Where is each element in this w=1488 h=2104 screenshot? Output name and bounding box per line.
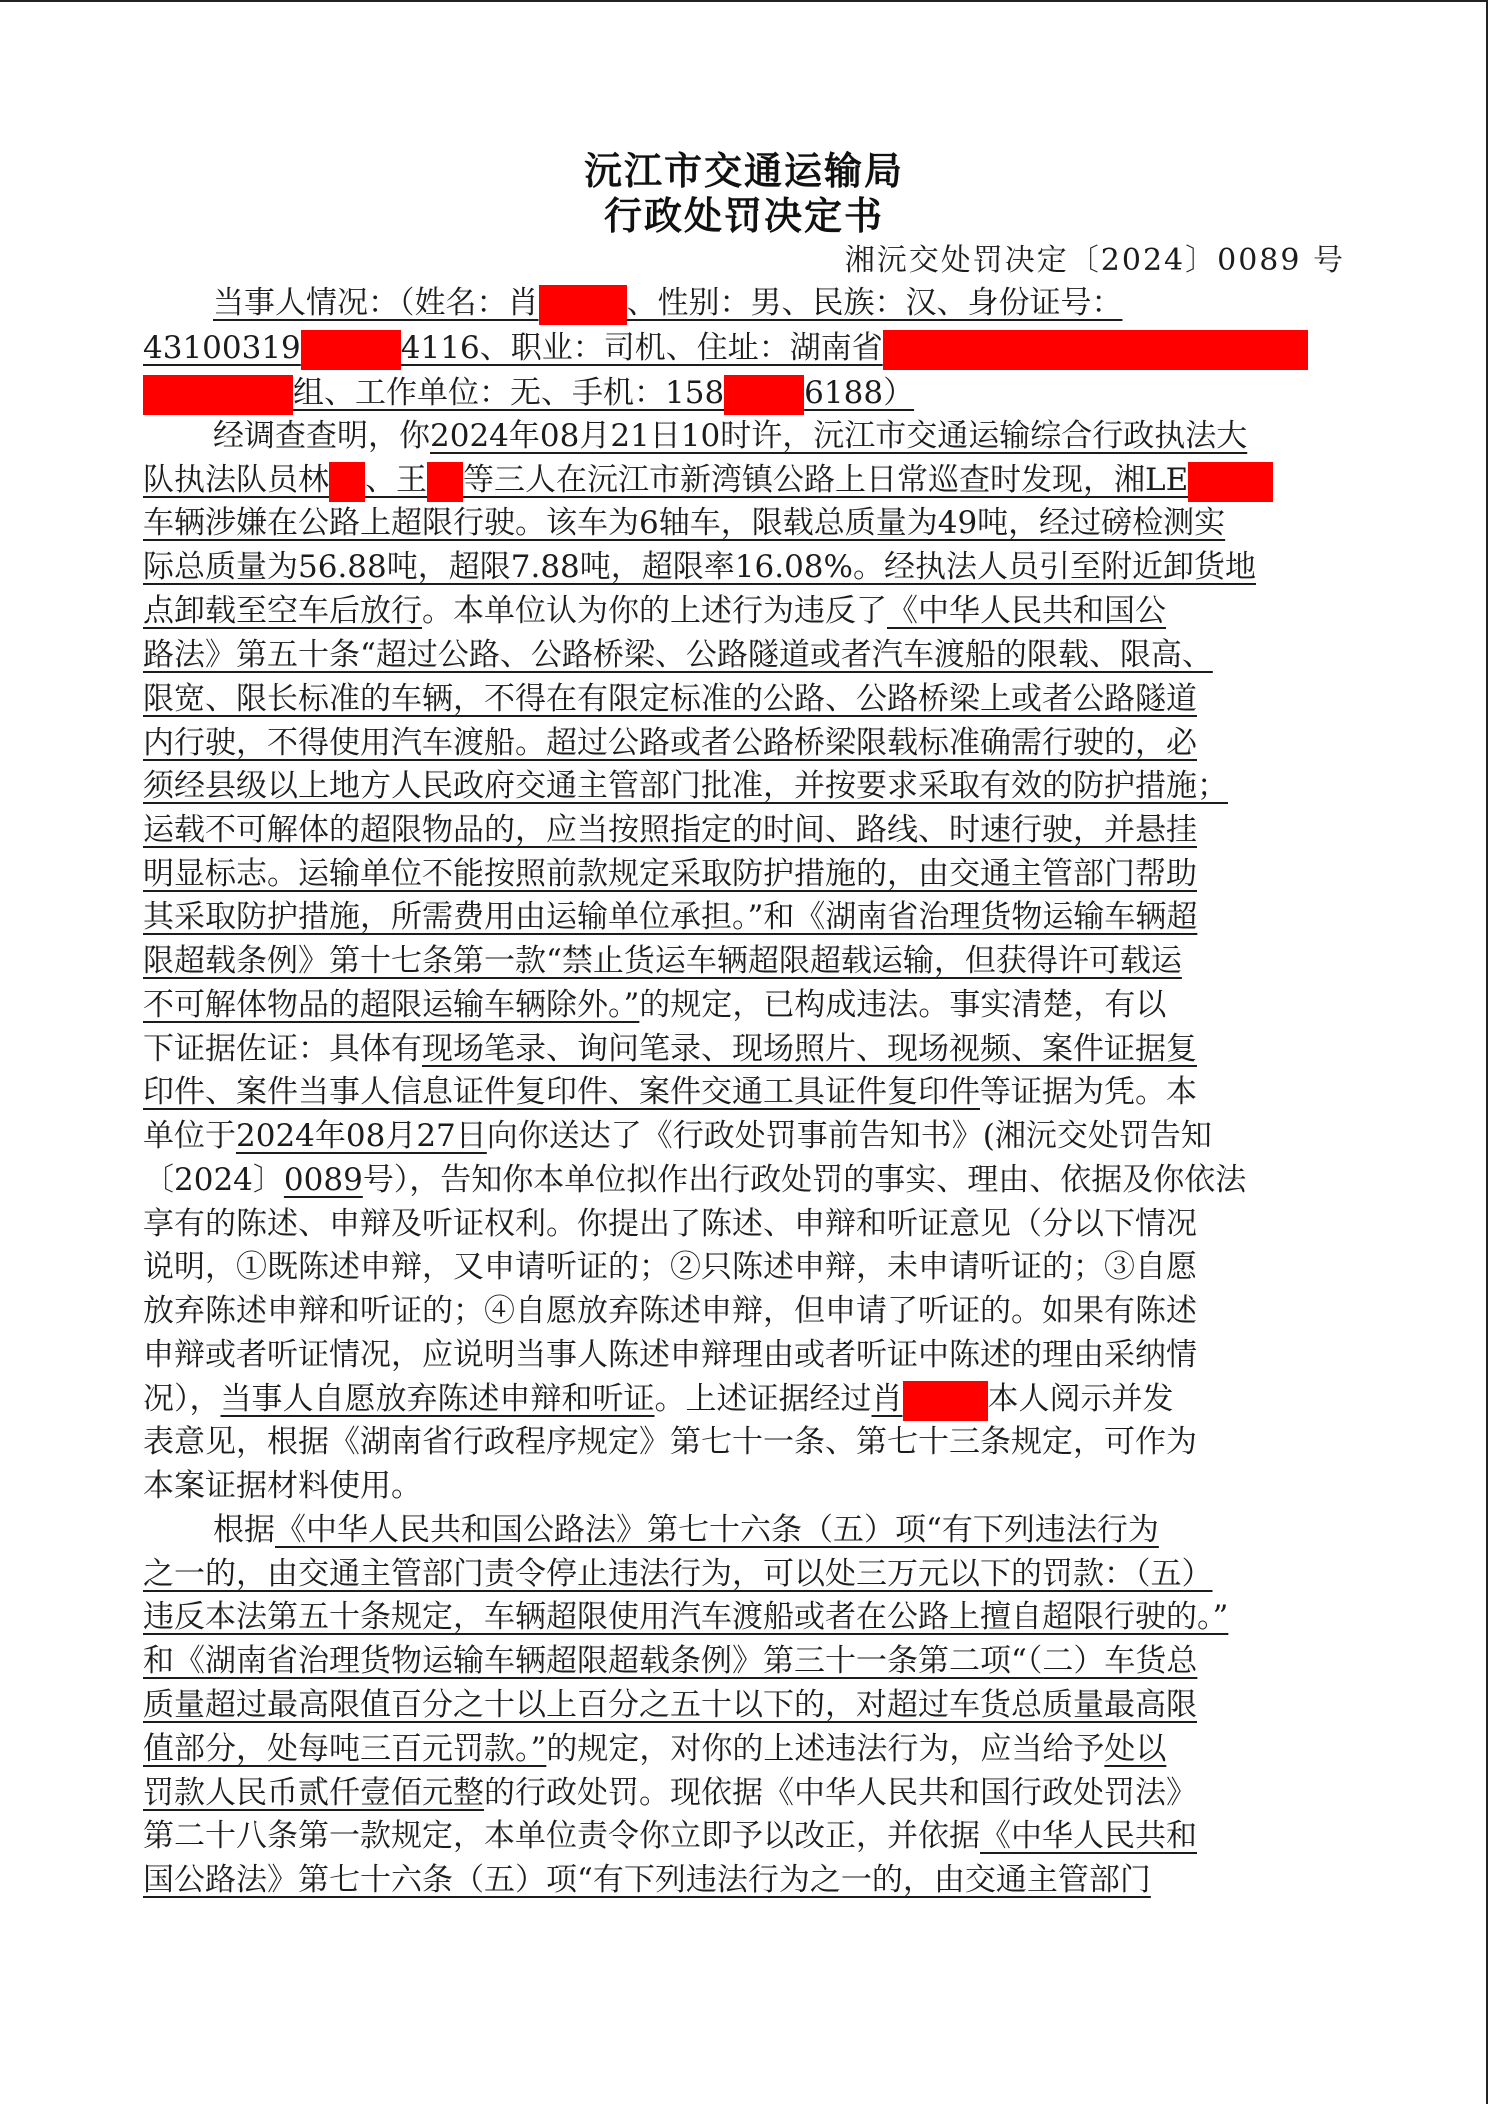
filled-field-text: 处以: [1104, 1731, 1167, 1767]
text-line: [143, 896, 1346, 939]
text-line: [143, 1728, 1346, 1771]
filled-field-text: 值部分，处每吨三百元罚款。”: [143, 1731, 547, 1767]
filled-field-text: 运载不可解体的超限物品的，应当按照指定的时间、路线、时速行驶，并悬挂: [143, 812, 1197, 848]
filled-field-text: 际总质量为56.88吨，超限7.88吨，超限率16.08%。经执法人员引至附近卸货地: [143, 549, 1256, 585]
filled-field-text: 其采取防护措施，所需费用由运输单位承担。”和《湖南省治理货物运输车辆超: [143, 899, 1198, 935]
text-line: [143, 634, 1346, 677]
body-text: 的规定，已构成违法。事实清楚，有以: [639, 987, 1167, 1023]
filled-field-text: 肖: [871, 1381, 903, 1417]
text-line: [143, 1772, 1346, 1815]
filled-field-text: 现场笔录、询问笔录、现场照片、现场视频、案件证据复: [422, 1031, 1197, 1067]
text-line: [143, 678, 1346, 721]
text-line: [143, 1203, 1346, 1246]
filled-field-text: 质量超过最高限值百分之十以上百分之五十以下的，对超过车货总质量最高限: [143, 1687, 1197, 1723]
text-line: [143, 1640, 1346, 1683]
document-title-line2: 行政处罚决定书: [603, 193, 884, 238]
text-line: [143, 984, 1346, 1027]
redaction-block: [724, 375, 804, 415]
filled-field-text: 之一的，由交通主管部门责令停止违法行为，可以处三万元以下的罚款：（五）: [143, 1556, 1213, 1592]
filled-field-text: 当事人情况：（姓名：肖: [213, 285, 539, 321]
body-text: 。本单位认为你的上述行为违反了: [422, 593, 887, 629]
filled-field-text: 当事人自愿放弃陈述申辩和听证: [220, 1381, 655, 1417]
redaction-block: [883, 330, 1308, 370]
filled-field-text: 须经县级以上地方人民政府交通主管部门批准，并按要求采取有效的防护措施；: [143, 768, 1228, 804]
filled-field-text: 《中华人民共和国公: [887, 593, 1166, 629]
text-line: [143, 1159, 1346, 1202]
filled-field-text: 、性别：男、民族：汉、身份证号：: [626, 285, 1123, 321]
page-top-border: [0, 0, 1488, 2]
text-line: [143, 1071, 1346, 1114]
text-line: [143, 1465, 1346, 1508]
text-line: [143, 1028, 1346, 1071]
filled-field-text: 《中华人民共和国公路法》第七十六条（五）项“有下列违法行为: [275, 1512, 1159, 1548]
text-line: [143, 1815, 1346, 1858]
filled-field-text: 明显标志。运输单位不能按照前款规定采取防护措施的，由交通主管部门帮助: [143, 856, 1197, 892]
text-line: [143, 1334, 1346, 1377]
redaction-block: [301, 330, 401, 370]
text-line: [143, 1859, 1346, 1902]
filled-field-text: 国公路法》第七十六条（五）项“有下列违法行为之一的，由交通主管部门: [143, 1862, 1151, 1898]
body-text: 。上述证据经过: [654, 1381, 872, 1417]
body-text: 第二十八条第一款规定，本单位责令你立即予以改正，并依据: [143, 1818, 980, 1854]
body-text: 申辩或者听证情况，应说明当事人陈述申辩理由或者听证中陈述的理由采纳情: [143, 1337, 1197, 1373]
filled-field-text: 2024年08月27日: [236, 1118, 487, 1154]
filled-field-text: 和《湖南省治理货物运输车辆超限超载条例》第三十一条第二项“（二）车货总: [143, 1643, 1198, 1679]
filled-field-text: 队执法队员林: [143, 462, 329, 498]
text-line: [143, 1246, 1346, 1289]
text-line: [143, 1378, 1346, 1421]
document-title-line1: 沅江市交通运输局: [583, 148, 904, 193]
body-text: 说明，①既陈述申辩，又申请听证的；②只陈述申辩，未申请听证的；③自愿: [143, 1249, 1197, 1285]
text-line: [143, 327, 1346, 370]
filled-field-text: 4116、职业：司机、住址：湖南省: [400, 330, 883, 366]
text-line: [143, 546, 1346, 589]
text-line: [143, 1684, 1346, 1727]
body-text: 况），: [143, 1381, 221, 1417]
body-text: 〔2024〕: [143, 1162, 284, 1198]
body-text: 等证据为凭。本: [980, 1074, 1197, 1110]
body-text: 经调查查明，你: [213, 418, 430, 454]
filled-field-text: 限超载条例》第十七条第一款“禁止货运车辆超限超载运输，但获得许可载运: [143, 943, 1182, 979]
body-text: 本案证据材料使用。: [143, 1468, 422, 1504]
redaction-block: [539, 285, 627, 325]
text-line: [143, 459, 1346, 502]
text-line: [143, 1421, 1346, 1464]
body-text: 的规定，对你的上述违法行为，应当给予: [546, 1731, 1105, 1767]
filled-field-text: 罚款人民币贰仟壹佰元整: [143, 1775, 484, 1811]
filled-field-text: 限宽、限长标准的车辆，不得在有限定标准的公路、公路桥梁上或者公路隧道: [143, 681, 1197, 717]
body-text: 本人阅示并发: [987, 1381, 1174, 1417]
text-line: [143, 502, 1346, 545]
filled-field-text: 点卸载至空车后放行: [143, 593, 422, 629]
filled-field-text: 路法》第五十条“超过公路、公路桥梁、公路隧道或者汽车渡船的限载、限高、: [143, 637, 1213, 673]
filled-field-text: 0089: [283, 1162, 363, 1198]
filled-field-text: 2024年08月21日10时许，沅江市交通运输综合行政执法大: [430, 418, 1248, 454]
filled-field-text: 6188）: [804, 375, 915, 411]
text-line: [143, 1115, 1346, 1158]
redaction-block: [427, 462, 463, 502]
redaction-block: [143, 375, 293, 415]
body-text: 的行政处罚。现依据《中华人民共和国行政处罚法》: [484, 1775, 1197, 1811]
filled-field-text: 印件、案件当事人信息证件复印件、案件交通工具证件复印件: [143, 1074, 980, 1110]
text-line: [143, 1290, 1346, 1333]
filled-field-text: 43100319: [143, 330, 301, 366]
text-line: [143, 415, 1346, 458]
body-text: 单位于: [143, 1118, 236, 1154]
text-line: [143, 722, 1346, 765]
text-line: [143, 1553, 1346, 1596]
text-line: [143, 1509, 1346, 1552]
text-line: [143, 940, 1346, 983]
text-line: [143, 853, 1346, 896]
text-line: [143, 282, 1346, 325]
body-text: 向你送达了《行政处罚事前告知书》(湘沅交处罚告知: [486, 1118, 1212, 1154]
filled-field-text: 、王: [365, 462, 427, 498]
filled-field-text: 《中华人民共和: [980, 1818, 1197, 1854]
body-text: 表意见，根据《湖南省行政程序规定》第七十一条、第七十三条规定，可作为: [143, 1424, 1197, 1460]
text-line: [143, 372, 1346, 415]
text-line: [143, 809, 1346, 852]
text-line: [143, 590, 1346, 633]
redaction-block: [1188, 462, 1273, 502]
document-number: 湘沅交处罚决定〔2024〕0089 号: [844, 243, 1345, 278]
redaction-block: [329, 462, 365, 502]
body-text: 根据: [213, 1512, 275, 1548]
filled-field-text: 违反本法第五十条规定，车辆超限使用汽车渡船或者在公路上擅自超限行驶的。”: [143, 1599, 1229, 1635]
body-text: 下证据佐证：具体有: [143, 1031, 422, 1067]
redaction-block: [903, 1381, 988, 1421]
text-line: [143, 1596, 1346, 1639]
body-text: 号），告知你本单位拟作出行政处罚的事实、理由、依据及你依法: [362, 1162, 1247, 1198]
filled-field-text: 等三人在沅江市新湾镇公路上日常巡查时发现，湘LE: [463, 462, 1189, 498]
filled-field-text: 组、工作单位：无、手机：158: [293, 375, 725, 411]
filled-field-text: 不可解体物品的超限运输车辆除外。”: [143, 987, 640, 1023]
filled-field-text: 车辆涉嫌在公路上超限行驶。该车为6轴车，限载总质量为49吨，经过磅检测实: [143, 505, 1226, 541]
filled-field-text: 内行驶，不得使用汽车渡船。超过公路或者公路桥梁限载标准确需行驶的，必: [143, 725, 1197, 761]
body-text: 享有的陈述、申辩及听证权利。你提出了陈述、申辩和听证意见（分以下情况: [143, 1206, 1197, 1242]
text-line: [143, 765, 1346, 808]
body-text: 放弃陈述申辩和听证的；④自愿放弃陈述申辩，但申请了听证的。如果有陈述: [143, 1293, 1197, 1329]
